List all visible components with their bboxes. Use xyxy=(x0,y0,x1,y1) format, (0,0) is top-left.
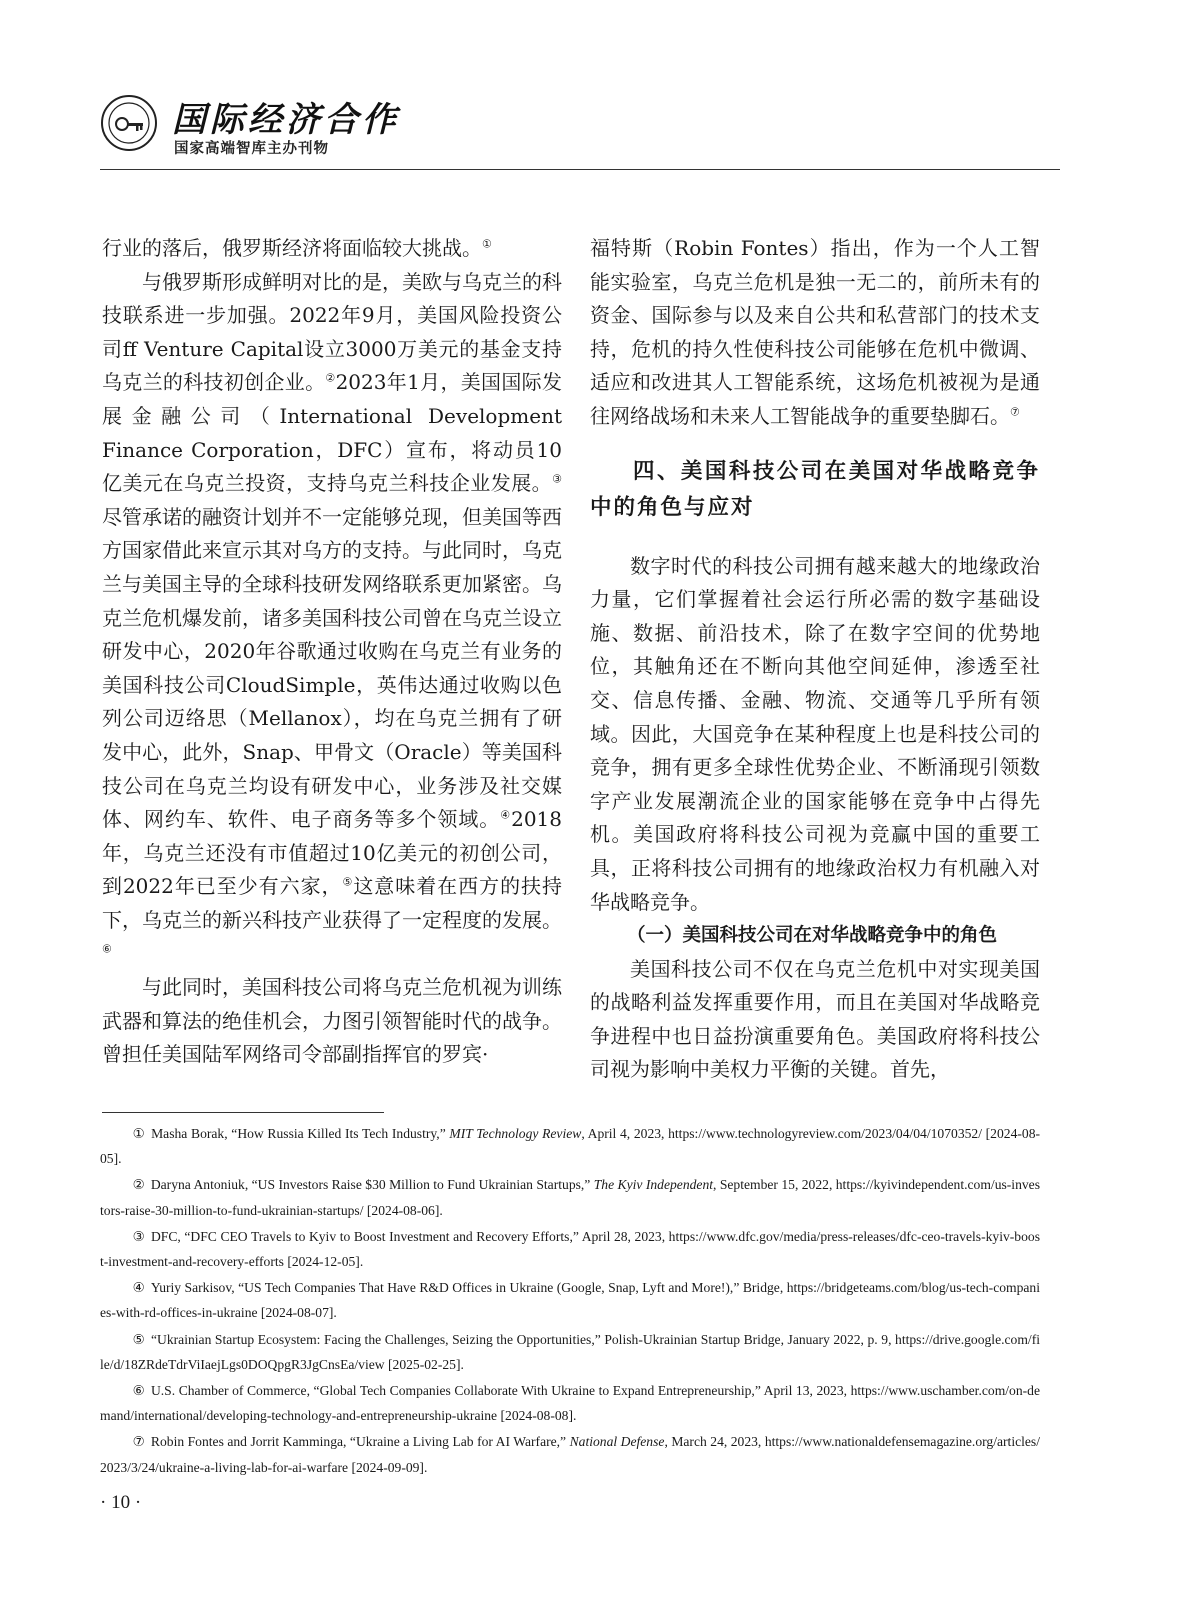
footnote: ② Daryna Antoniuk, “US Investors Raise $30 Million to Fund Ukrainian Startups,” The Kyiv Independent, September 15, 2022, https://kyivindependent.com/us-investors-raise-30-million-to-fund-ukrainian-startups/ [2024-08-06]. xyxy=(100,1177,1040,1218)
journal-seal-logo-icon xyxy=(100,94,158,152)
paragraph: 福特斯（Robin Fontes）指出，作为一个人工智能实验室，乌克兰危机是独一无二的，前所未有的资金、国际参与以及来自公共和私营部门的技术支持，危机的持久性使科技公司能够在危机中微调、适应和改进其人工智能系统，这场危机被视为是通往网络战场和未来人工智能战争的重要垫脚石。⑦ xyxy=(590,236,1040,428)
footnote: ③ DFC, “DFC CEO Travels to Kyiv to Boost Investment and Recovery Efforts,” April 28, 2023, https://www.dfc.gov/media/press-releases/dfc-ceo-travels-kyiv-boost-investment-and-recovery-efforts [2024-12-05]. xyxy=(100,1228,1040,1270)
footnote: ① Masha Borak, “How Russia Killed Its Tech Industry,” MIT Technology Review, April 4, 2023, https://www.technologyreview.com/2023/04/04/1070352/ [2024-08-05]. xyxy=(100,1126,1041,1167)
footnote-ref[interactable]: ⑤ xyxy=(342,875,354,889)
footnote-ref[interactable]: ⑦ xyxy=(1010,405,1020,419)
left-column xyxy=(102,232,562,1072)
footnote: ⑤ “Ukrainian Startup Ecosystem: Facing the Challenges, Seizing the Opportunities,” Polish-Ukrainian Startup Bridge, January 2022, p. 9, https://drive.google.com/file/d/18ZRdeTdrViIaejLgs0DOQpgR3JgCnsEa/view [2025-02-25]. xyxy=(100,1331,1040,1372)
header-rule xyxy=(100,169,1060,170)
journal-title: 国际经济合作 xyxy=(172,100,400,140)
page-number: · 10 · xyxy=(100,1492,142,1513)
footnote-ref[interactable]: ② xyxy=(325,371,336,385)
journal-subtitle: 国家高端智库主办刊物 xyxy=(174,141,329,157)
footnote-rule xyxy=(102,1112,384,1113)
paragraph: 行业的落后，俄罗斯经济将面临较大挑战。① xyxy=(102,236,492,260)
footnote-ref[interactable]: ③ xyxy=(552,472,562,486)
paragraph: 数字时代的科技公司拥有越来越大的地缘政治力量，它们掌握着社会运行所必需的数字基础设施、数据、前沿技术，除了在数字空间的优势地位，其触角还在不断向其他空间延伸，渗透至社交、信息传播、金融、物流、交通等几乎所有领域。因此，大国竞争在某种程度上也是科技公司的竞争，拥有更多全球性优势企业、不断涌现引领数字产业发展潮流企业的国家能够在竞争中占得先机。美国政府将科技公司视为竞赢中国的重要工具，正将科技公司拥有的地缘政治权力有机融入对华战略竞争。 xyxy=(590,553,1040,914)
footnote-ref[interactable]: ① xyxy=(482,237,492,251)
footnote: ④ Yuriy Sarkisov, “US Tech Companies That Have R&D Offices in Ukraine (Google, Snap, Lyft and More!),” Bridge, https://bridgeteams.com/blog/us-tech-companies-with-rd-offices-in-ukraine [2024-08-07]. xyxy=(100,1280,1041,1321)
footnotes xyxy=(100,1121,1040,1481)
subsection-heading: （一）美国科技公司在对华战略竞争中的角色 xyxy=(627,925,998,947)
paragraph: 美国科技公司不仅在乌克兰危机中对实现美国的战略利益发挥重要作用，而且在美国对华战略竞争进程中也日益扮演重要角色。美国政府将科技公司视为影响中美权力平衡的关键。首先， xyxy=(590,956,1040,1082)
footnote-ref[interactable]: ④ xyxy=(500,808,512,822)
masthead xyxy=(100,92,1060,162)
footnote: ⑦ Robin Fontes and Jorrit Kamminga, “Ukraine a Living Lab for AI Warfare,” National Defense, March 24, 2023, https://www.nationaldefensemagazine.org/articles/2023/3/24/ukraine-a-living-lab-for-ai-warfare [2024-09-09]. xyxy=(100,1434,1041,1475)
paragraph: 与俄罗斯形成鲜明对比的是，美欧与乌克兰的科技联系进一步加强。2022年9月，美国风险投资公司ff Venture Capital设立3000万美元的基金支持乌克兰的科技初创企业。②2023年1月，美国国际发展金融公司（International Development Finance Corporation，DFC）宣布，将动员10亿美元在乌克兰投资，支持乌克兰科技企业发展。③尽管承诺的融资计划并不一定能够兑现，但美国等西方国家借此来宣示其对乌方的支持。与此同时，乌克兰与美国主导的全球科技研发网络联系更加紧密。乌克兰危机爆发前，诸多美国科技公司曾在乌克兰设立研发中心，2020年谷歌通过收购在乌克兰有业务的美国科技公司CloudSimple，英伟达通过收购以色列公司迈络思（Mellanox），均在乌克兰拥有了研发中心，此外，Snap、甲骨文（Oracle）等美国科技公司在乌克兰均设有研发中心，业务涉及社交媒体、网约车、软件、电子商务等多个领域。④2018年，乌克兰还没有市值超过10亿美元的初创公司，到2022年已至少有六家，⑤这意味着在西方的扶持下，乌克兰的新兴科技产业获得了一定程度的发展。⑥ xyxy=(102,269,562,956)
footnote: ⑥ U.S. Chamber of Commerce, “Global Tech Companies Collaborate With Ukraine to Expand Entrepreneurship,” April 13, 2023, https://www.uschamber.com/on-demand/international/developing-technology-and-entrepreneurship-ukraine [2024-08-08]. xyxy=(100,1383,1040,1424)
paragraph: 与此同时，美国科技公司将乌克兰危机视为训练武器和算法的绝佳机会，力图引领智能时代的战争。曾担任美国陆军网络司令部副指挥官的罗宾· xyxy=(102,975,562,1067)
right-column xyxy=(590,232,1040,1087)
footnote-ref[interactable]: ⑥ xyxy=(102,942,112,956)
section-heading: 四、美国科技公司在美国对华战略竞争中的角色与应对 xyxy=(590,458,1040,520)
